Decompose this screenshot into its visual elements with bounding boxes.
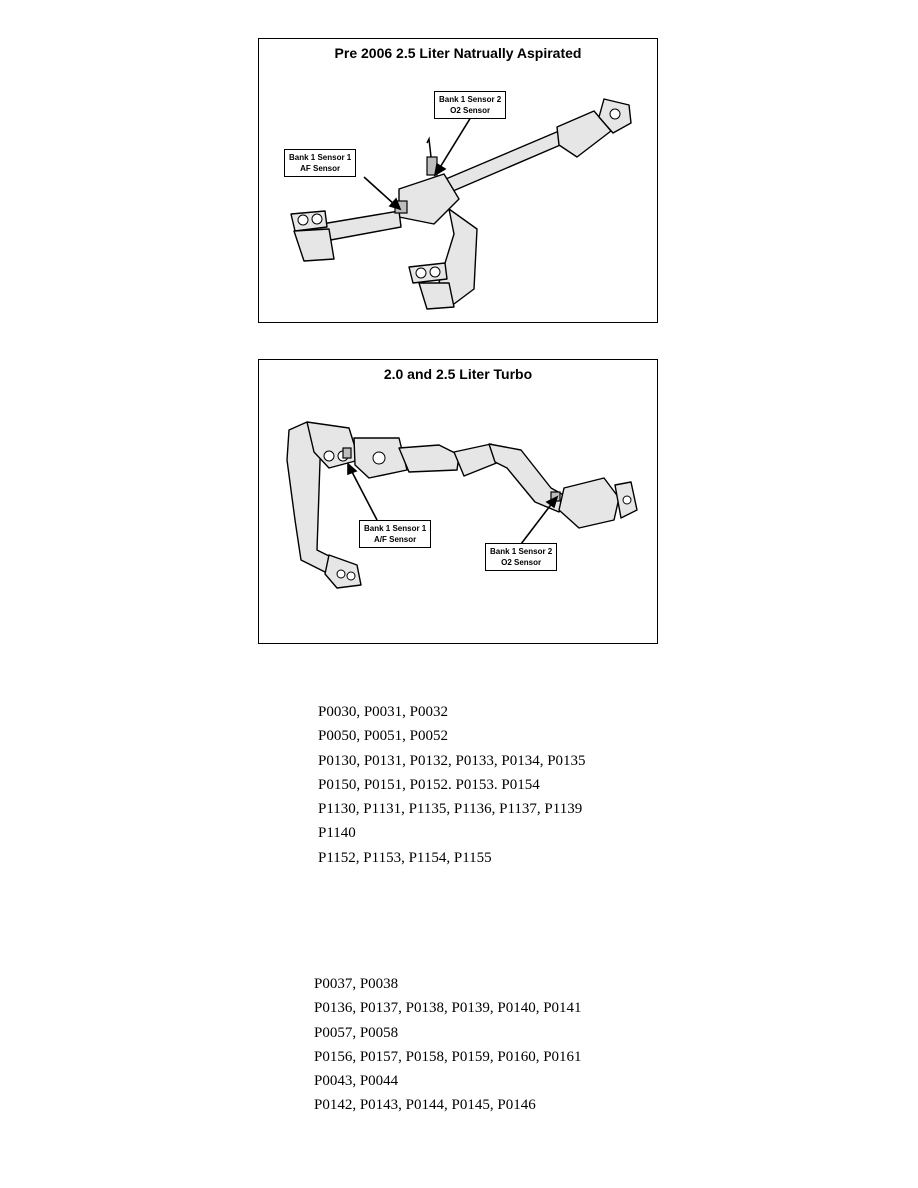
callout-line: Bank 1 Sensor 2 (490, 547, 553, 556)
dtc-code-list-sensor2 (314, 972, 582, 1118)
dtc-code-line: P0136, P0137, P0138, P0139, P0140, P0141 (314, 1000, 582, 1017)
dtc-code-line: P0150, P0151, P0152. P0153. P0154 (318, 776, 540, 793)
figure-title: 2.0 and 2.5 Liter Turbo (383, 366, 533, 382)
figure-na-exhaust (258, 38, 658, 323)
dtc-code-line: P1140 (318, 825, 356, 842)
callout-bank1-sensor2 (434, 91, 506, 119)
dtc-code-line: P0156, P0157, P0158, P0159, P0160, P0161 (314, 1048, 582, 1065)
callout-bank1-sensor1 (284, 149, 356, 177)
dtc-code-line: P1130, P1131, P1135, P1136, P1137, P1139 (318, 801, 583, 818)
callout-line: Bank 1 Sensor 1 (289, 153, 352, 162)
dtc-code-line: P0130, P0131, P0132, P0133, P0134, P0135 (318, 752, 586, 769)
dtc-code-line: P0057, P0058 (314, 1024, 399, 1041)
dtc-code-line: P0050, P0051, P0052 (318, 728, 449, 745)
callout-line: Bank 1 Sensor 1 (364, 524, 427, 533)
dtc-code-line: P0030, P0031, P0032 (318, 704, 449, 720)
callout-line: A/F Sensor (374, 535, 417, 544)
callout-line: Bank 1 Sensor 2 (439, 95, 502, 104)
callout-bank1-sensor1 (359, 520, 431, 548)
figure-turbo-exhaust (258, 359, 658, 644)
callout-bank1-sensor2 (485, 543, 557, 571)
callout-line: O2 Sensor (450, 106, 491, 115)
dtc-code-line: P0142, P0143, P0144, P0145, P0146 (314, 1097, 536, 1114)
figure-title: Pre 2006 2.5 Liter Natrually Aspirated (334, 45, 582, 61)
turbo-exhaust-illustration (259, 360, 659, 645)
dtc-code-line: P0037, P0038 (314, 976, 399, 992)
callout-line: AF Sensor (300, 164, 341, 173)
dtc-code-line: P1152, P1153, P1154, P1155 (318, 849, 492, 866)
callout-line: O2 Sensor (501, 558, 542, 567)
dtc-code-line: P0043, P0044 (314, 1073, 399, 1090)
na-exhaust-illustration (259, 39, 659, 324)
dtc-code-list-sensor1 (318, 700, 586, 870)
